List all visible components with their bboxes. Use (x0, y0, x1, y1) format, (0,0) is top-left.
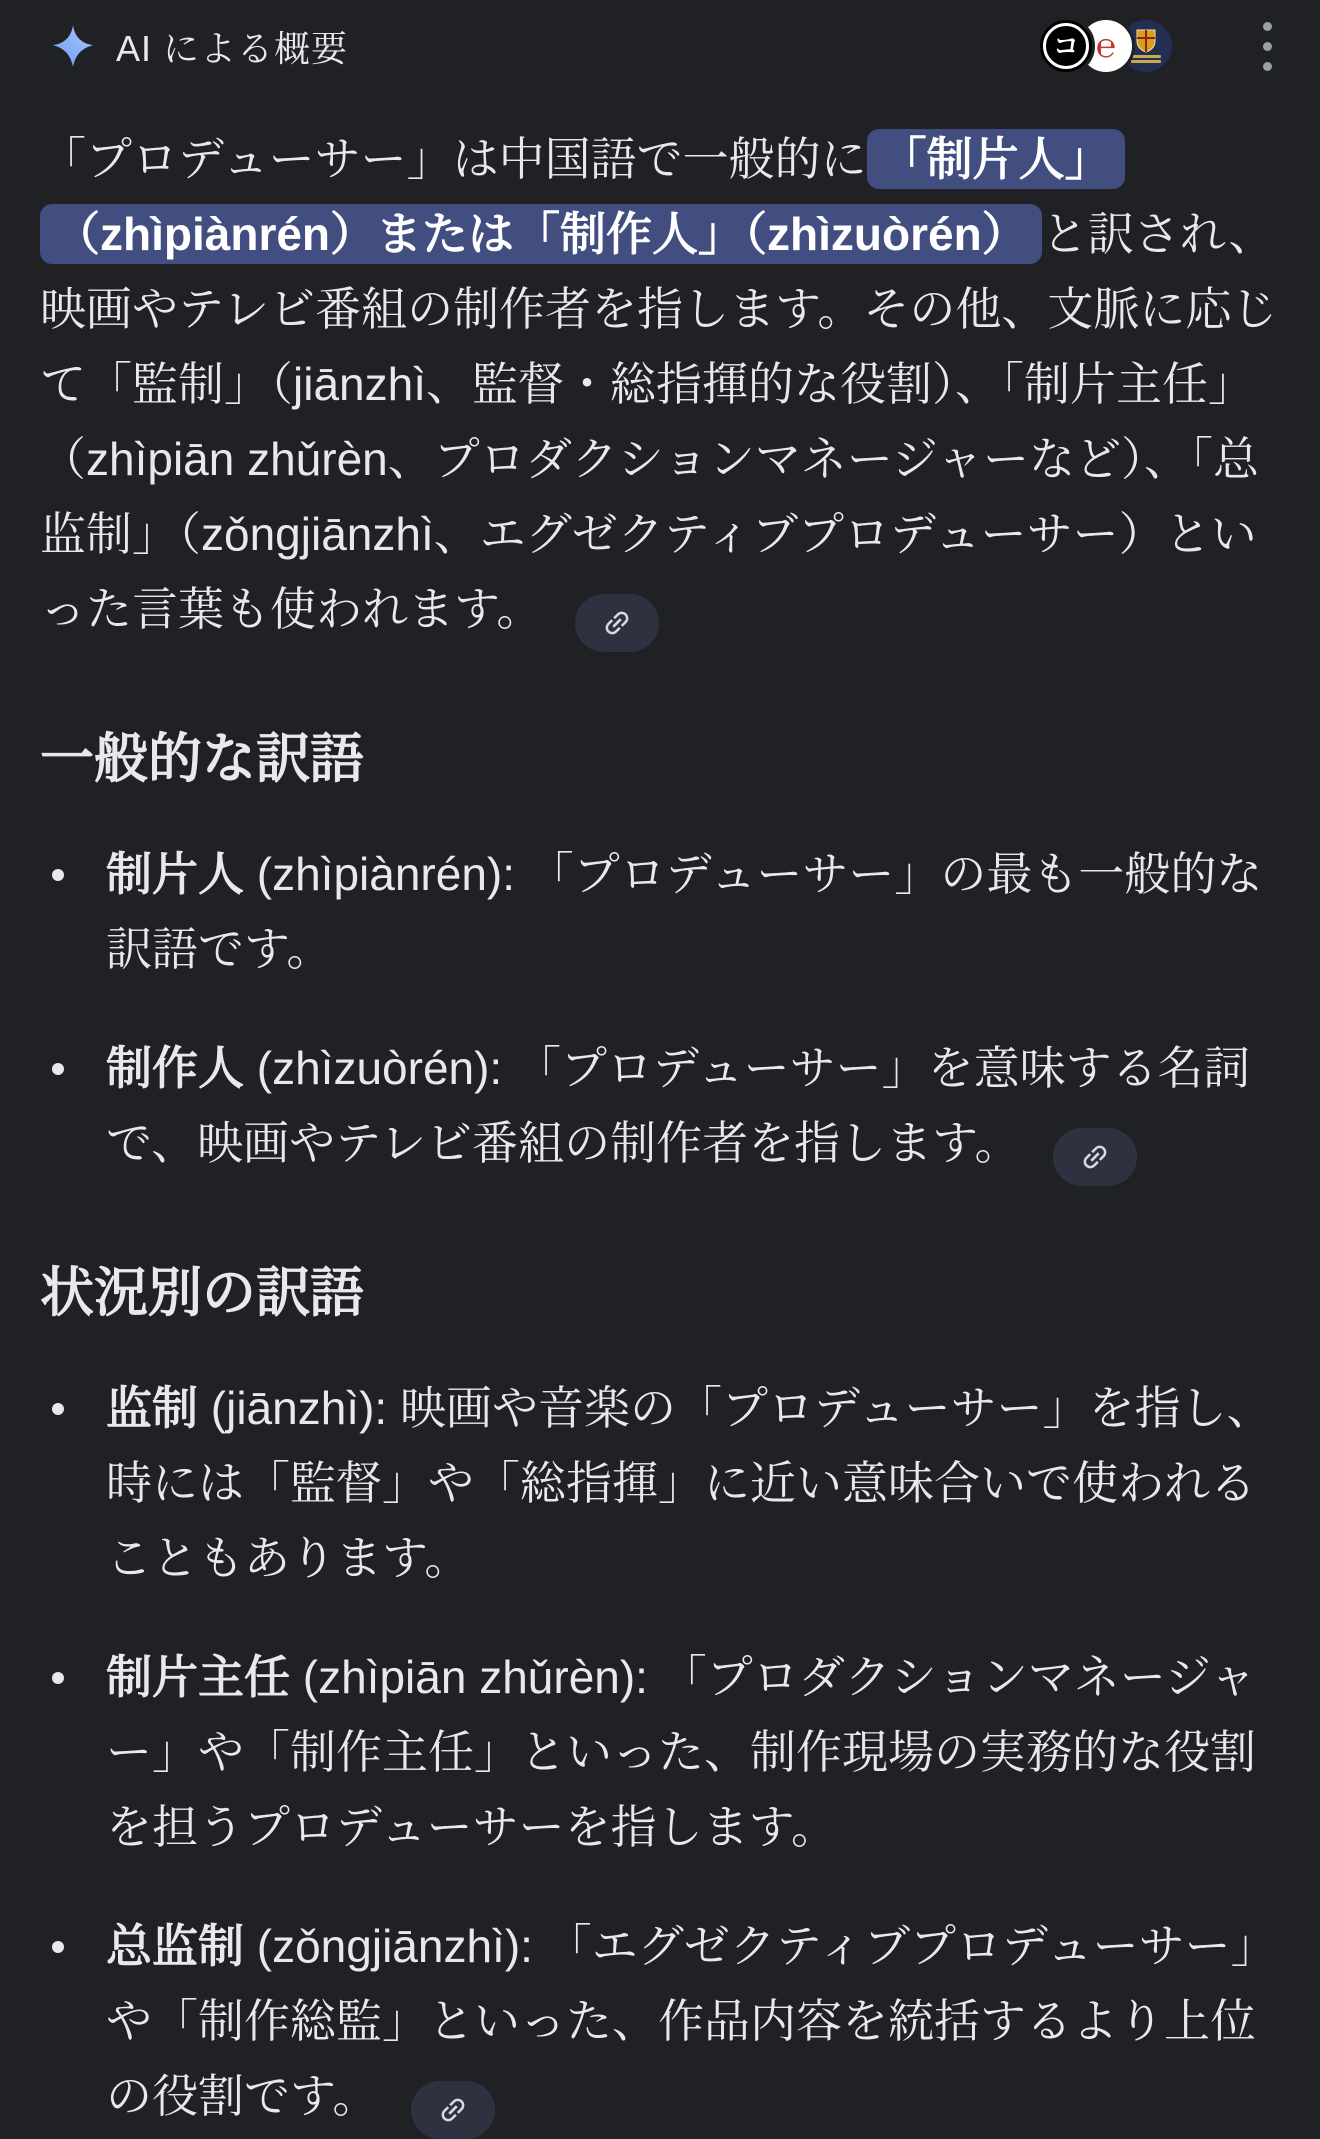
term-reading: (zǒngjiānzhì): (244, 1920, 546, 1972)
term-reading: (zhìpiànrén): (244, 848, 528, 900)
dot (1263, 22, 1272, 31)
item-text: 映画や音楽の「プロデューサー」を指し、時には「監督」や「総指揮」に近い意味合いで使われることもあります。 (106, 1382, 1273, 1584)
term-reading: (jiānzhì): (198, 1382, 400, 1434)
page-title: AI による概要 (116, 27, 349, 69)
link-icon (594, 600, 639, 645)
shield-icon (1135, 29, 1157, 53)
list-item (40, 1640, 1280, 1865)
term-text: 总监制 (106, 1920, 244, 1972)
section-heading-general: 一般的な訳語 (40, 729, 364, 789)
list-item (40, 1909, 1280, 2139)
contextual-translations-list (40, 1371, 1280, 2139)
term-text: 制作人 (106, 1042, 244, 1094)
link-icon (1073, 1134, 1118, 1179)
list-item (40, 1031, 1280, 1186)
item-text: 「プロデューサー」を意味する名詞で、映画やテレビ番組の制作者を指します。 (106, 1042, 1250, 1169)
section-heading-contextual: 状況別の訳語 (40, 1263, 364, 1323)
gemini-sparkle-icon (52, 25, 94, 67)
dot (1263, 62, 1272, 71)
source-link-chip[interactable] (1053, 1128, 1137, 1186)
term-text: 制片人 (106, 848, 244, 900)
link-icon (430, 2087, 475, 2132)
swirl-glyph: ℮ (1095, 26, 1117, 66)
term-text: 制片主任 (106, 1651, 290, 1703)
list-item (40, 1371, 1280, 1596)
intro-post-text: と訳され、映画やテレビ番組の制作者を指します。その他、文脈に応じて「監制」（jiānzhì、監督・総指揮的な役割）、「制片主任」（zhìpiān zhǔrèn、プロダクションマネージャーなど）、「总监制」（zǒngjiānzhì、エグゼクティブプロデューサー）といった言葉も使われます。 (40, 208, 1278, 635)
intro-pre-text: 「プロデューサー」は中国語で一般的に (40, 133, 867, 185)
term-reading: (zhìpiān zhǔrèn): (290, 1651, 661, 1703)
header (40, 0, 1280, 76)
item-text: 「プロデューサー」の最も一般的な訳語です。 (106, 848, 1263, 975)
term-text: 监制 (106, 1382, 198, 1434)
source-avatars[interactable] (1037, 17, 1189, 75)
more-options-button[interactable] (1255, 16, 1280, 77)
term-reading: (zhìzuòrén): (244, 1042, 515, 1094)
overview-paragraph (40, 122, 1280, 652)
general-translations-list (40, 837, 1280, 1186)
header-right (1037, 16, 1280, 77)
dot (1263, 42, 1272, 51)
favicon-ring (1043, 23, 1089, 69)
favicon-caption-lines (1131, 55, 1161, 63)
source-link-chip[interactable] (575, 594, 659, 652)
item-text: 「エグゼクティブプロデューサー」や「制作総監」といった、作品内容を統括するより上位の役割です。 (106, 1920, 1277, 2122)
highlighted-translation[interactable]: 「制片人」（zhìpiànrén）または「制作人」（zhìzuòrén） (40, 129, 1125, 264)
source-favicon-kotobank[interactable] (1037, 17, 1095, 75)
item-text: 「プロダクションマネージャー」や「制作主任」といった、制作現場の実務的な役割を担うプロデューサーを指します。 (106, 1651, 1256, 1853)
ko-glyph: コ (1052, 31, 1079, 61)
source-link-chip[interactable] (411, 2081, 495, 2139)
list-item (40, 837, 1280, 987)
